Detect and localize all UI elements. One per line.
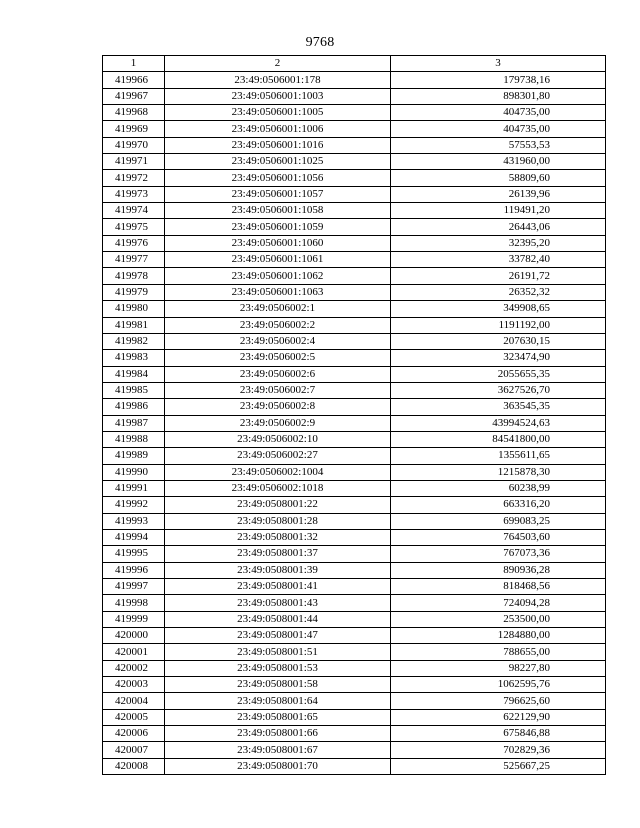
value-cell: 1191192,00 (391, 317, 606, 333)
value-cell: 431960,00 (391, 154, 606, 170)
value-cell: 26139,96 (391, 186, 606, 202)
row-number-cell: 420005 (103, 709, 165, 725)
row-number-cell: 420008 (103, 758, 165, 774)
row-number-cell: 419966 (103, 72, 165, 88)
row-number-cell: 420007 (103, 742, 165, 758)
cadastral-number-cell: 23:49:0508001:53 (165, 660, 391, 676)
table-row (103, 366, 606, 382)
table-row (103, 154, 606, 170)
cadastral-number-cell: 23:49:0508001:51 (165, 644, 391, 660)
cadastral-number-cell: 23:49:0506001:178 (165, 72, 391, 88)
value-cell: 404735,00 (391, 105, 606, 121)
row-number-cell: 419984 (103, 366, 165, 382)
cadastral-number-cell: 23:49:0506001:1059 (165, 219, 391, 235)
value-cell: 26191,72 (391, 268, 606, 284)
row-number-cell: 419973 (103, 186, 165, 202)
cadastral-number-cell: 23:49:0506001:1056 (165, 170, 391, 186)
value-cell: 767073,36 (391, 546, 606, 562)
table-row (103, 579, 606, 595)
row-number-cell: 419986 (103, 399, 165, 415)
value-cell: 253500,00 (391, 611, 606, 627)
cadastral-number-cell: 23:49:0506002:10 (165, 431, 391, 447)
row-number-cell: 420001 (103, 644, 165, 660)
row-number-cell: 419989 (103, 448, 165, 464)
row-number-cell: 420004 (103, 693, 165, 709)
table-row (103, 219, 606, 235)
table-body (103, 72, 606, 775)
value-cell: 788655,00 (391, 644, 606, 660)
value-cell: 32395,20 (391, 235, 606, 251)
table-row (103, 317, 606, 333)
table-row (103, 72, 606, 88)
cadastral-number-cell: 23:49:0508001:37 (165, 546, 391, 562)
row-number-cell: 419999 (103, 611, 165, 627)
cadastral-number-cell: 23:49:0508001:66 (165, 726, 391, 742)
value-cell: 84541800,00 (391, 431, 606, 447)
table-row (103, 693, 606, 709)
cadastral-number-cell: 23:49:0508001:70 (165, 758, 391, 774)
value-cell: 898301,80 (391, 88, 606, 104)
row-number-cell: 419987 (103, 415, 165, 431)
cadastral-number-cell: 23:49:0508001:58 (165, 677, 391, 693)
table-row (103, 333, 606, 349)
table-row (103, 742, 606, 758)
value-cell: 26352,32 (391, 284, 606, 300)
table-row (103, 497, 606, 513)
value-cell: 699083,25 (391, 513, 606, 529)
row-number-cell: 419978 (103, 268, 165, 284)
table-row (103, 595, 606, 611)
cadastral-number-cell: 23:49:0508001:67 (165, 742, 391, 758)
cadastral-number-cell: 23:49:0508001:41 (165, 579, 391, 595)
row-number-cell: 419995 (103, 546, 165, 562)
table-row (103, 170, 606, 186)
value-cell: 179738,16 (391, 72, 606, 88)
table-row (103, 464, 606, 480)
value-cell: 2055655,35 (391, 366, 606, 382)
cadastral-number-cell: 23:49:0506001:1062 (165, 268, 391, 284)
row-number-cell: 419975 (103, 219, 165, 235)
table-row (103, 105, 606, 121)
row-number-cell: 419991 (103, 480, 165, 496)
row-number-cell: 419988 (103, 431, 165, 447)
table-row (103, 448, 606, 464)
row-number-cell: 419968 (103, 105, 165, 121)
value-cell: 43994524,63 (391, 415, 606, 431)
cadastral-number-cell: 23:49:0508001:64 (165, 693, 391, 709)
cadastral-number-cell: 23:49:0508001:44 (165, 611, 391, 627)
cadastral-number-cell: 23:49:0508001:22 (165, 497, 391, 513)
column-header-3: 3 (391, 56, 606, 72)
cadastral-number-cell: 23:49:0508001:32 (165, 529, 391, 545)
table-row (103, 562, 606, 578)
row-number-cell: 419976 (103, 235, 165, 251)
row-number-cell: 419994 (103, 529, 165, 545)
table-row (103, 186, 606, 202)
value-cell: 26443,06 (391, 219, 606, 235)
cadastral-value-table (102, 55, 606, 775)
cadastral-number-cell: 23:49:0506001:1061 (165, 252, 391, 268)
value-cell: 1355611,65 (391, 448, 606, 464)
row-number-cell: 420000 (103, 628, 165, 644)
value-cell: 764503,60 (391, 529, 606, 545)
value-cell: 323474,90 (391, 350, 606, 366)
row-number-cell: 420002 (103, 660, 165, 676)
table-row (103, 529, 606, 545)
cadastral-number-cell: 23:49:0506001:1060 (165, 235, 391, 251)
row-number-cell: 419971 (103, 154, 165, 170)
value-cell: 622129,90 (391, 709, 606, 725)
table-row (103, 546, 606, 562)
row-number-cell: 419979 (103, 284, 165, 300)
cadastral-number-cell: 23:49:0506002:9 (165, 415, 391, 431)
cadastral-number-cell: 23:49:0506001:1005 (165, 105, 391, 121)
value-cell: 58809,60 (391, 170, 606, 186)
value-cell: 3627526,70 (391, 382, 606, 398)
table-row (103, 660, 606, 676)
value-cell: 702829,36 (391, 742, 606, 758)
value-cell: 98227,80 (391, 660, 606, 676)
row-number-cell: 419982 (103, 333, 165, 349)
cadastral-number-cell: 23:49:0506001:1063 (165, 284, 391, 300)
cadastral-number-cell: 23:49:0506002:8 (165, 399, 391, 415)
cadastral-number-cell: 23:49:0506001:1025 (165, 154, 391, 170)
row-number-cell: 419997 (103, 579, 165, 595)
table-row (103, 350, 606, 366)
cadastral-number-cell: 23:49:0506002:6 (165, 366, 391, 382)
cadastral-number-cell: 23:49:0506002:1018 (165, 480, 391, 496)
table-row (103, 382, 606, 398)
row-number-cell: 419992 (103, 497, 165, 513)
value-cell: 525667,25 (391, 758, 606, 774)
value-cell: 796625,60 (391, 693, 606, 709)
table-row (103, 513, 606, 529)
value-cell: 1215878,30 (391, 464, 606, 480)
value-cell: 207630,15 (391, 333, 606, 349)
table-row (103, 758, 606, 774)
table-row (103, 399, 606, 415)
row-number-cell: 419985 (103, 382, 165, 398)
cadastral-number-cell: 23:49:0506002:27 (165, 448, 391, 464)
row-number-cell: 419974 (103, 203, 165, 219)
page-number: 9768 (305, 35, 335, 50)
table-row (103, 268, 606, 284)
cadastral-number-cell: 23:49:0508001:28 (165, 513, 391, 529)
value-cell: 724094,28 (391, 595, 606, 611)
value-cell: 404735,00 (391, 121, 606, 137)
value-cell: 663316,20 (391, 497, 606, 513)
table-row (103, 431, 606, 447)
row-number-cell: 419981 (103, 317, 165, 333)
value-cell: 1062595,76 (391, 677, 606, 693)
table-row (103, 137, 606, 153)
table-row (103, 611, 606, 627)
cadastral-number-cell: 23:49:0508001:39 (165, 562, 391, 578)
table-row (103, 644, 606, 660)
cadastral-number-cell: 23:49:0506002:5 (165, 350, 391, 366)
row-number-cell: 419972 (103, 170, 165, 186)
table-row (103, 709, 606, 725)
row-number-cell: 419969 (103, 121, 165, 137)
cadastral-number-cell: 23:49:0506001:1057 (165, 186, 391, 202)
value-cell: 363545,35 (391, 399, 606, 415)
cadastral-number-cell: 23:49:0506002:1004 (165, 464, 391, 480)
table-row (103, 235, 606, 251)
cadastral-number-cell: 23:49:0508001:47 (165, 628, 391, 644)
table-row (103, 252, 606, 268)
row-number-cell: 419970 (103, 137, 165, 153)
value-cell: 818468,56 (391, 579, 606, 595)
cadastral-number-cell: 23:49:0506001:1016 (165, 137, 391, 153)
row-number-cell: 419996 (103, 562, 165, 578)
value-cell: 57553,53 (391, 137, 606, 153)
cadastral-number-cell: 23:49:0506001:1003 (165, 88, 391, 104)
cadastral-number-cell: 23:49:0506002:7 (165, 382, 391, 398)
column-header-1: 1 (103, 56, 165, 72)
table-row (103, 203, 606, 219)
row-number-cell: 419983 (103, 350, 165, 366)
table-row (103, 284, 606, 300)
cadastral-number-cell: 23:49:0506001:1058 (165, 203, 391, 219)
table-header-row (103, 56, 606, 72)
table-row (103, 121, 606, 137)
cadastral-number-cell: 23:49:0506002:4 (165, 333, 391, 349)
cadastral-number-cell: 23:49:0506002:1 (165, 301, 391, 317)
table-row (103, 677, 606, 693)
cadastral-number-cell: 23:49:0508001:65 (165, 709, 391, 725)
row-number-cell: 419967 (103, 88, 165, 104)
row-number-cell: 419977 (103, 252, 165, 268)
value-cell: 890936,28 (391, 562, 606, 578)
value-cell: 675846,88 (391, 726, 606, 742)
table-row (103, 415, 606, 431)
value-cell: 60238,99 (391, 480, 606, 496)
table-row (103, 628, 606, 644)
column-header-2: 2 (165, 56, 391, 72)
table-row (103, 88, 606, 104)
row-number-cell: 419998 (103, 595, 165, 611)
value-cell: 349908,65 (391, 301, 606, 317)
table-row (103, 726, 606, 742)
table-row (103, 301, 606, 317)
cadastral-number-cell: 23:49:0508001:43 (165, 595, 391, 611)
row-number-cell: 419990 (103, 464, 165, 480)
row-number-cell: 420006 (103, 726, 165, 742)
cadastral-number-cell: 23:49:0506001:1006 (165, 121, 391, 137)
row-number-cell: 419993 (103, 513, 165, 529)
row-number-cell: 420003 (103, 677, 165, 693)
table-row (103, 480, 606, 496)
value-cell: 1284880,00 (391, 628, 606, 644)
value-cell: 119491,20 (391, 203, 606, 219)
value-cell: 33782,40 (391, 252, 606, 268)
row-number-cell: 419980 (103, 301, 165, 317)
cadastral-number-cell: 23:49:0506002:2 (165, 317, 391, 333)
